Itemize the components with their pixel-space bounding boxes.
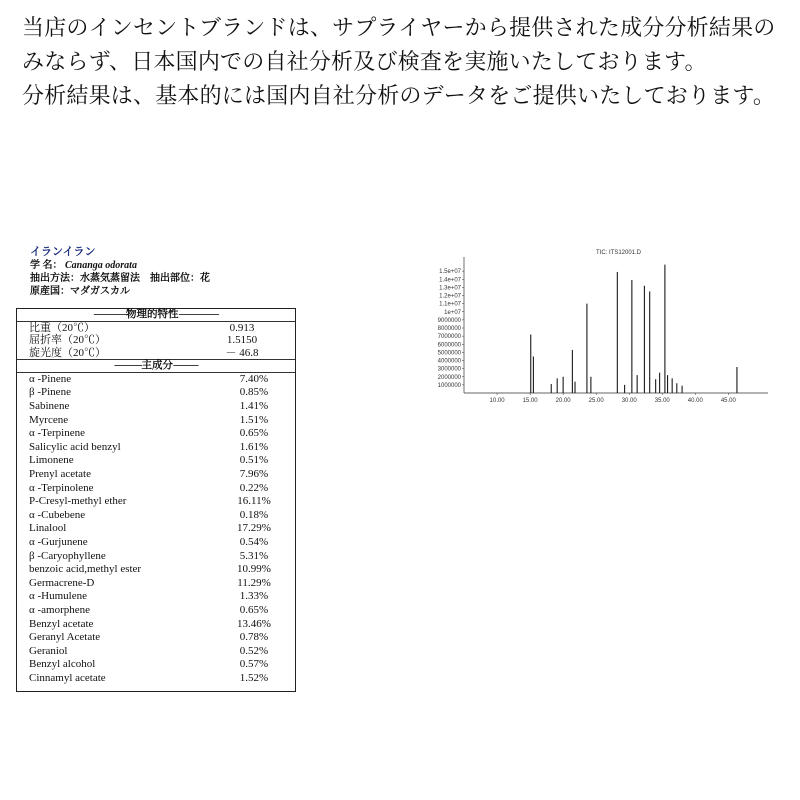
components-title bbox=[17, 360, 295, 373]
component-percent: 0.57% bbox=[239, 658, 269, 671]
x-tick-label: 20.00 bbox=[555, 398, 571, 404]
component-name: Geranyl Acetate bbox=[29, 631, 101, 644]
y-tick-label: 7000000 bbox=[437, 334, 461, 341]
intro-paragraph-1: 当店のインセントブランドは、サプライヤーから提供された成分分析結果のみならず、日本国内での自社分析及び検査を実施いたしております。 bbox=[22, 16, 776, 75]
component-name: α -Pinene bbox=[29, 372, 72, 385]
y-tick-label: 6000000 bbox=[437, 342, 461, 349]
component-row bbox=[17, 509, 295, 523]
component-name: β -Pinene bbox=[29, 386, 71, 399]
component-percent: 1.51% bbox=[239, 413, 269, 426]
method-label: 抽出方法： bbox=[30, 273, 80, 284]
component-name: P-Cresyl-methyl ether bbox=[29, 495, 127, 508]
property-label: 屈折率（20℃） bbox=[29, 334, 106, 347]
component-row bbox=[17, 577, 295, 591]
component-name: Limonene bbox=[29, 454, 74, 467]
component-percent: 1.61% bbox=[239, 440, 269, 453]
component-row bbox=[17, 386, 295, 400]
y-tick-label: 1.1e+07 bbox=[439, 301, 461, 308]
scientific-name-line bbox=[30, 259, 300, 272]
component-name: α -amorphene bbox=[29, 603, 91, 616]
component-row bbox=[17, 631, 295, 645]
component-percent: 17.29% bbox=[237, 522, 271, 535]
analysis-table bbox=[16, 308, 296, 692]
component-name: α -Cubebene bbox=[29, 508, 86, 521]
physical-row bbox=[17, 322, 295, 334]
property-value: 1.5150 bbox=[226, 334, 258, 347]
component-row bbox=[17, 468, 295, 482]
property-label: 旋光度（20℃） bbox=[29, 346, 106, 359]
component-row bbox=[17, 536, 295, 550]
part-value: 花 bbox=[200, 273, 210, 284]
component-name: Linalool bbox=[29, 522, 67, 535]
component-row bbox=[17, 604, 295, 618]
title-dashes-left: ----------- bbox=[114, 359, 142, 371]
component-row bbox=[17, 414, 295, 428]
component-name: α -Humulene bbox=[29, 590, 87, 603]
y-tick-label: 5000000 bbox=[437, 350, 461, 357]
component-percent: 11.29% bbox=[237, 576, 271, 589]
y-tick-label: 8000000 bbox=[437, 326, 461, 332]
component-name: Geraniol bbox=[29, 644, 68, 657]
component-percent: 13.46% bbox=[237, 617, 271, 630]
property-value: － 46.8 bbox=[225, 346, 259, 359]
component-percent: 5.31% bbox=[239, 549, 269, 562]
y-tick-label: 1.4e+07 bbox=[439, 277, 461, 284]
component-name: α -Terpinene bbox=[29, 427, 85, 440]
intro-text bbox=[22, 12, 782, 114]
component-percent: 1.41% bbox=[239, 400, 269, 413]
component-row bbox=[17, 590, 295, 604]
origin-line bbox=[30, 285, 300, 298]
y-tick-label: 4000000 bbox=[437, 358, 461, 365]
physical-title bbox=[17, 309, 295, 322]
x-tick-label: 35.00 bbox=[654, 398, 670, 404]
component-name: benzoic acid,methyl ester bbox=[29, 563, 142, 576]
component-percent: 0.18% bbox=[239, 508, 269, 521]
intro-paragraph-2: 分析結果は、基本的には国内自社分析のデータをご提供いたしております。 bbox=[22, 84, 776, 109]
component-row bbox=[17, 645, 295, 659]
component-row bbox=[17, 658, 295, 672]
component-percent: 7.40% bbox=[239, 372, 269, 385]
scientific-name: Cananga odorata bbox=[65, 260, 137, 271]
component-percent: 7.96% bbox=[239, 468, 269, 481]
component-percent: 16.11% bbox=[237, 495, 271, 508]
property-label: 比重（20℃） bbox=[29, 322, 95, 334]
components-title-text: 主成分 bbox=[141, 359, 173, 371]
component-rows bbox=[17, 373, 295, 686]
component-row bbox=[17, 563, 295, 577]
component-row bbox=[17, 495, 295, 509]
title-dashes-left: ------------- bbox=[93, 309, 126, 320]
y-tick-label: 1e+07 bbox=[444, 309, 461, 316]
component-row bbox=[17, 482, 295, 496]
component-row bbox=[17, 454, 295, 468]
x-tick-label: 40.00 bbox=[687, 398, 703, 404]
x-tick-label: 15.00 bbox=[522, 398, 538, 404]
origin-value: マダガスカル bbox=[70, 286, 130, 297]
component-name: Myrcene bbox=[29, 413, 69, 426]
component-name: Salicylic acid benzyl bbox=[29, 440, 121, 453]
component-name: Cinnamyl acetate bbox=[29, 671, 106, 684]
component-name: α -Gurjunene bbox=[29, 536, 88, 549]
component-row bbox=[17, 427, 295, 441]
component-percent: 1.52% bbox=[239, 671, 269, 684]
component-percent: 10.99% bbox=[237, 563, 271, 576]
scientific-name-label: 学 名： bbox=[30, 260, 63, 271]
chromatogram-svg bbox=[426, 245, 776, 410]
component-row bbox=[17, 400, 295, 414]
x-tick-label: 25.00 bbox=[588, 398, 604, 404]
product-name: イランイラン bbox=[30, 246, 96, 258]
component-row bbox=[17, 618, 295, 632]
origin-label: 原産国： bbox=[30, 286, 70, 297]
component-name: Prenyl acetate bbox=[29, 468, 91, 481]
component-name: Benzyl acetate bbox=[29, 617, 94, 630]
x-tick-label: 45.00 bbox=[720, 398, 736, 404]
extraction-line bbox=[30, 272, 300, 285]
title-dashes-right: ---------- bbox=[173, 359, 198, 371]
y-tick-label: 2000000 bbox=[437, 374, 461, 381]
y-tick-label: 9000000 bbox=[437, 317, 461, 324]
component-name: Sabinene bbox=[29, 400, 70, 413]
component-percent: 0.22% bbox=[239, 481, 269, 494]
component-name: Germacrene-D bbox=[29, 576, 95, 589]
physical-rows bbox=[17, 322, 295, 360]
component-name: α -Terpinolene bbox=[29, 481, 94, 494]
physical-row bbox=[17, 347, 295, 359]
component-row bbox=[17, 373, 295, 387]
component-percent: 0.52% bbox=[239, 644, 269, 657]
chromatogram-title: TIC: ITS12001.D bbox=[596, 250, 642, 256]
component-row bbox=[17, 672, 295, 686]
physical-row bbox=[17, 334, 295, 346]
y-tick-label: 1000000 bbox=[437, 382, 461, 389]
component-name: Benzyl alcohol bbox=[29, 658, 96, 671]
product-spec-header bbox=[30, 246, 300, 298]
component-percent: 0.65% bbox=[239, 427, 269, 440]
component-percent: 0.85% bbox=[239, 386, 269, 399]
component-percent: 0.54% bbox=[239, 536, 269, 549]
x-tick-label: 10.00 bbox=[489, 398, 505, 404]
y-tick-label: 1.5e+07 bbox=[439, 269, 461, 276]
part-label: 抽出部位： bbox=[150, 273, 200, 284]
property-value: 0.913 bbox=[229, 322, 255, 334]
y-tick-label: 1.2e+07 bbox=[439, 293, 461, 300]
y-tick-label: 1.3e+07 bbox=[439, 285, 461, 292]
method-value: 水蒸気蒸留法 bbox=[80, 273, 140, 284]
component-row bbox=[17, 441, 295, 455]
component-row bbox=[17, 522, 295, 536]
component-row bbox=[17, 550, 295, 564]
y-tick-label: 3000000 bbox=[437, 366, 461, 373]
gc-chromatogram bbox=[426, 245, 776, 410]
component-percent: 0.65% bbox=[239, 603, 269, 616]
component-percent: 0.78% bbox=[239, 631, 269, 644]
x-tick-label: 30.00 bbox=[621, 398, 637, 404]
title-dashes-right: ---------------- bbox=[178, 309, 219, 320]
component-percent: 1.33% bbox=[239, 590, 269, 603]
physical-title-text: 物理的特性 bbox=[126, 309, 179, 320]
component-percent: 0.51% bbox=[239, 454, 269, 467]
component-name: β -Caryophyllene bbox=[29, 549, 106, 562]
